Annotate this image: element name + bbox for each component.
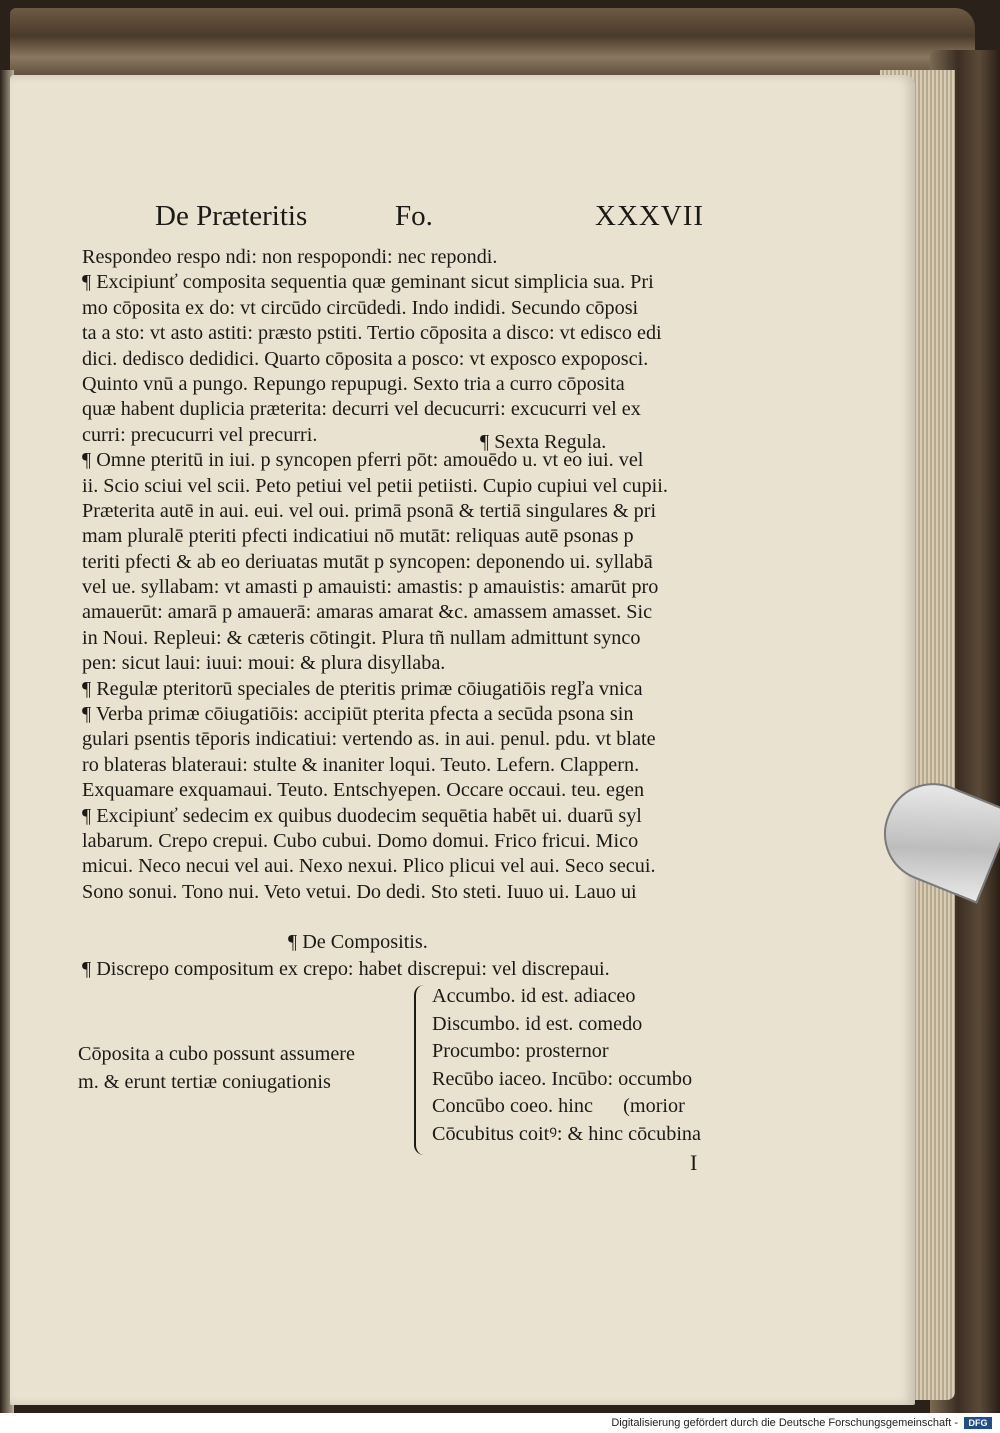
brace-left-line: Cōposita a cubo possunt assumere [78, 1043, 355, 1065]
text-line: ta a sto: vt asto astiti: præsto pstiti. Tertio cōposita a disco: vt edisco edi [82, 322, 662, 345]
text-line: mo cōposita ex do: vt circūdo circūdedi. Indo indidi. Secundo cōposi [82, 296, 639, 319]
discrepo-line: ¶ Discrepo compositum ex crepo: habet discrepui: vel discrepaui. [82, 958, 610, 980]
section-heading-sexta-regula: ¶ Sexta Regula. [480, 431, 607, 453]
dfg-logo: DFG [964, 1417, 992, 1429]
book-top-edge [10, 8, 975, 78]
text-line: ii. Scio sciui vel scii. Peto petiui vel petii petiisti. Cupio cupiui vel cupii. [82, 474, 668, 497]
brace-right-line: Recūbo iaceo. Incūbo: occumbo [432, 1067, 693, 1090]
text-line: curri: precucurri vel precurri. [82, 423, 318, 446]
text-line: gulari psentis tēporis indicatiui: vertendo as. in aui. penul. pdu. vt blate [82, 728, 656, 751]
text-line: dici. dedisco dedidici. Quarto cōposita a posco: vt exposco expoposci. [82, 347, 649, 370]
footer-credit: Digitalisierung gefördert durch die Deutsche Forschungsgemeinschaft - [611, 1417, 958, 1429]
header-folio-label: Fo. [395, 200, 433, 232]
text-line: ¶ Regulæ pteritorū speciales de pteritis primæ cōiugatiōis regľa vnica [82, 677, 643, 700]
text-line: pen: sicut laui: iuui: moui: & plura disyllaba. [82, 652, 446, 675]
text-line: Quinto vnū a pungo. Repungo repupugi. Sexto tria a curro cōposita [82, 372, 625, 395]
text-line: quæ habent duplicia præterita: decurri vel decucurri: excucurri vel ex [82, 398, 641, 421]
brace-right-line: Discumbo. id est. comedo [432, 1012, 643, 1035]
body-text [82, 245, 762, 905]
brace-right-line: Concūbo coeo. hinc (morior [432, 1095, 685, 1117]
text-line: amauerūt: amarā p amauerā: amaras amarat &c. amassem amasset. Sic [82, 601, 653, 624]
text-line: Præterita autē in aui. eui. vel oui. primā psonā & tertiā singulares & pri [82, 499, 657, 522]
curly-brace [414, 985, 432, 1155]
brace-left-text [78, 1040, 418, 1096]
text-line: Sono sonui. Tono nui. Veto vetui. Do dedi. Sto steti. Iuuo ui. Lauo ui [82, 880, 637, 903]
text-line: mam pluralē pteriti pfecti indicatiui nō mutāt: reliquas autē psonas p [82, 525, 634, 548]
text-line: Exquamare exquamaui. Teuto. Entschyepen. Occare occaui. teu. egen [82, 779, 645, 802]
text-line: ¶ Verba primæ cōiugatiōis: accipiūt pterita pfecta a secūda psona sin [82, 703, 634, 726]
running-header [155, 200, 715, 240]
text-line: micui. Neco necui vel aui. Nexo nexui. Plico plicui vel aui. Seco secui. [82, 855, 656, 878]
text-line: teriti pfecti & ab eo deriuatas mutāt p syncopen: deponendo ui. syllabā [82, 550, 653, 573]
brace-right-line: Cōcubitus coitꝰ: & hinc cōcubina [432, 1122, 701, 1145]
brace-left-line: m. & erunt tertiæ coniugationis [78, 1071, 331, 1093]
text-line: ¶ Omne pteritū in iui. p syncopen pferri pōt: amouēdo u. vt eo iui. vel [82, 449, 644, 472]
footer-bar [0, 1413, 1000, 1433]
header-title: De Præteritis [155, 200, 308, 232]
text-line: ro blateras blateraui: stulte & inaniter loqui. Teuto. Lefern. Clappern. [82, 753, 640, 776]
text-line: ¶ Excipiunť composita sequentia quæ geminant sicut simplicia sua. Pri [82, 271, 654, 294]
text-line: vel ue. syllabam: vt amasti p amauisti: amastis: p amauistis: amarūt pro [82, 576, 659, 599]
text-line: ¶ Excipiunť sedecim ex quibus duodecim sequētia habēt ui. duarū syl [82, 804, 642, 827]
section-heading-de-compositis: ¶ De Compositis. [288, 931, 428, 953]
text-line: labarum. Crepo crepui. Cubo cubui. Domo domui. Frico fricui. Mico [82, 829, 639, 852]
brace-right-line: Procumbo: prosternor [432, 1040, 609, 1062]
brace-right-line: Accumbo. id est. adiaceo [432, 985, 636, 1007]
text-line: in Noui. Repleui: & cæteris cōtingit. Plura tñ nullam admittunt synco [82, 626, 641, 649]
text-line: Respondeo respo ndi: non respopondi: nec repondi. [82, 246, 498, 268]
brace-right-list [432, 983, 762, 1148]
signature-mark: I [690, 1150, 698, 1175]
header-folio-number: XXXVII [595, 200, 705, 232]
